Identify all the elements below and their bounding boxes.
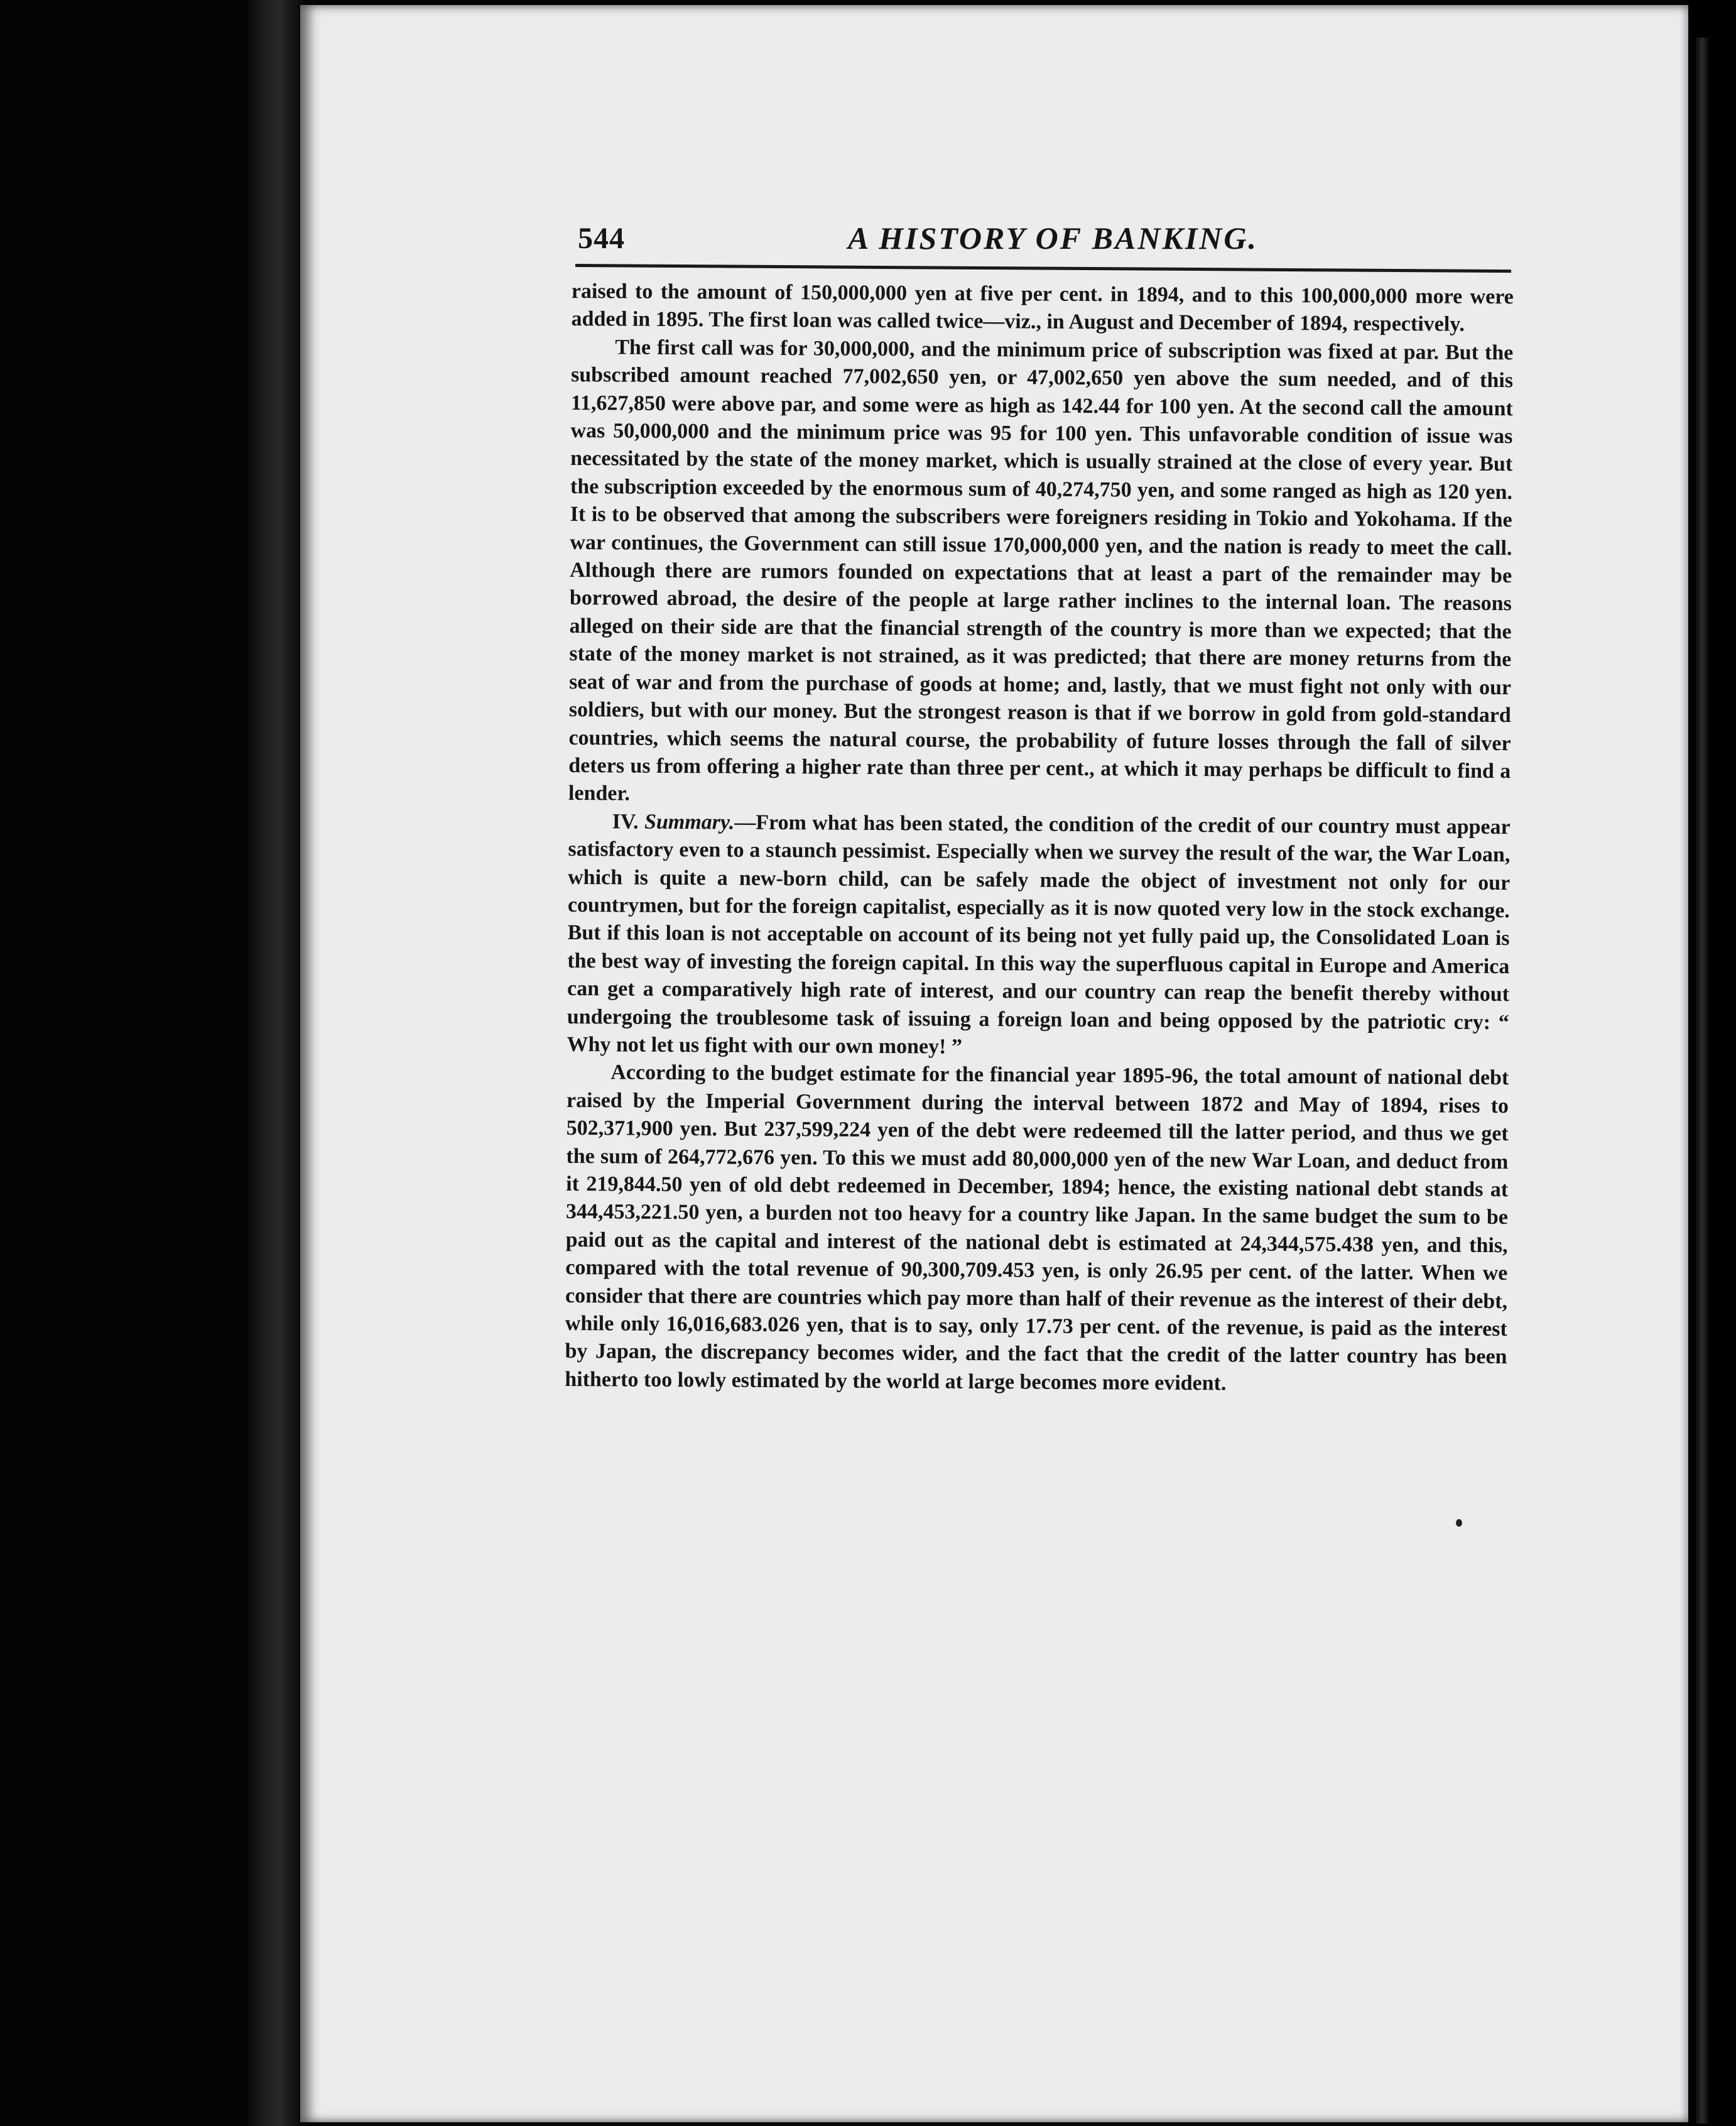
paragraph-summary <box>567 808 1510 1065</box>
section-title: Summary. <box>644 810 735 834</box>
ink-speck <box>1456 1519 1462 1527</box>
running-head <box>578 221 1507 261</box>
book-binding <box>248 0 305 2126</box>
paragraph-continuation: raised to the amount of 150,000,000 yen at five per cent. in 1894, and to this 100,000,000 more were added in 1895. The first loan was called twice—viz., in August and December of 1894, respectively. <box>571 279 1514 337</box>
adjacent-page-sliver <box>1696 38 1708 2123</box>
paragraph-budget-estimate: According to the budget estimate for the financial year 1895-96, the total amount of national debt raised by the Imperial Government during the interval between 1872 and May of 1894, rises to 502,371,900 yen. But 237,599,224 yen of the debt were redeemed till the latter period, and thus we get the sum of 264,772,676 yen. To this we must add 80,000,000 yen of the new War Loan, and deduct from it 219,844.50 yen of old debt redeemed in December, 1894; hence, the existing national debt stands at 344,453,221.50 yen, a burden not too heavy for a country like Japan. In the same budget the sum to be paid out as the capital and interest of the national debt is estimated at 24,344,575.438 yen, and this, compared with the total revenue of 90,300,709.453 yen, is only 26.95 per cent. of the latter. When we consider that there are countries which pay more than half of their revenue as the interest of their debt, while only 16,016,683.026 yen, that is to say, only 17.73 per cent. of the revenue, is paid as the interest by Japan, the discrepancy becomes wider, and the fact that the credit of the latter country has been hitherto too lowly estimated by the world at large becomes more evident. <box>565 1060 1509 1395</box>
body-text <box>565 278 1514 1399</box>
summary-text: —From what has been stated, the condition of the credit of our country must appear satisfactory even to a staunch pessimist. Especially when we survey the result of the war, the War Loan, which is quite a new-born child, can be safely made the object of investment not only for our countrymen, but for the foreign capitalist, especially as it is now quoted very low in the stock exchange. But if this loan is not acceptable on account of its being not yet fully paid up, the Consolidated Loan is the best way of investing the foreign capital. In this way the superfluous capital in Europe and America can get a comparatively high rate of interest, and our country can reap the benefit thereby without undergoing the troublesome task of issuing a foreign loan and being opposed by the patriotic cry: “ Why not let us fight with our own money! ” <box>567 810 1511 1059</box>
paragraph-first-call: The first call was for 30,000,000, and the minimum price of subscription was fixed at par. But the subscribed amount reached 77,002,650 yen, or 47,002,650 yen above the sum needed, and of this 11,627,850 were above par, and some were as high as 142.44 for 100 yen. At the second call the amount was 50,000,000 and the minimum price was 95 for 100 yen. This unfavorable condition of issue was necessitated by the state of the money market, which is usually strained at the close of every year. But the subscription exceeded by the enormous sum of 40,274,750 yen, and some ranged as high as 120 yen. It is to be observed that among the subscribers were foreigners residing in Tokio and Yokohama. If the war continues, the Government can still issue 170,000,000 yen, and the nation is ready to meet the call. Although there are rumors founded on expectations that at least a part of the remainder may be borrowed abroad, the desire of the people at large rather inclines to the internal loan. The reasons alleged on their side are that the financial strength of the country is more than we expected; that the state of the money market is not strained, as it was predicted; that there are money returns from the seat of war and from the purchase of goods at home; and, lastly, that we must fight not only with our soldiers, but with our money. But the strongest reason is that if we borrow in gold from gold-standard countries, which seems the natural course, the probability of future losses through the fall of silver deters us from offering a higher rate than three per cent., at which it may perhaps be difficult to find a lender. <box>568 335 1514 805</box>
section-number: IV. <box>612 810 639 834</box>
page-number: 544 <box>578 222 625 255</box>
book-title: A HISTORY OF BANKING. <box>848 221 1259 256</box>
